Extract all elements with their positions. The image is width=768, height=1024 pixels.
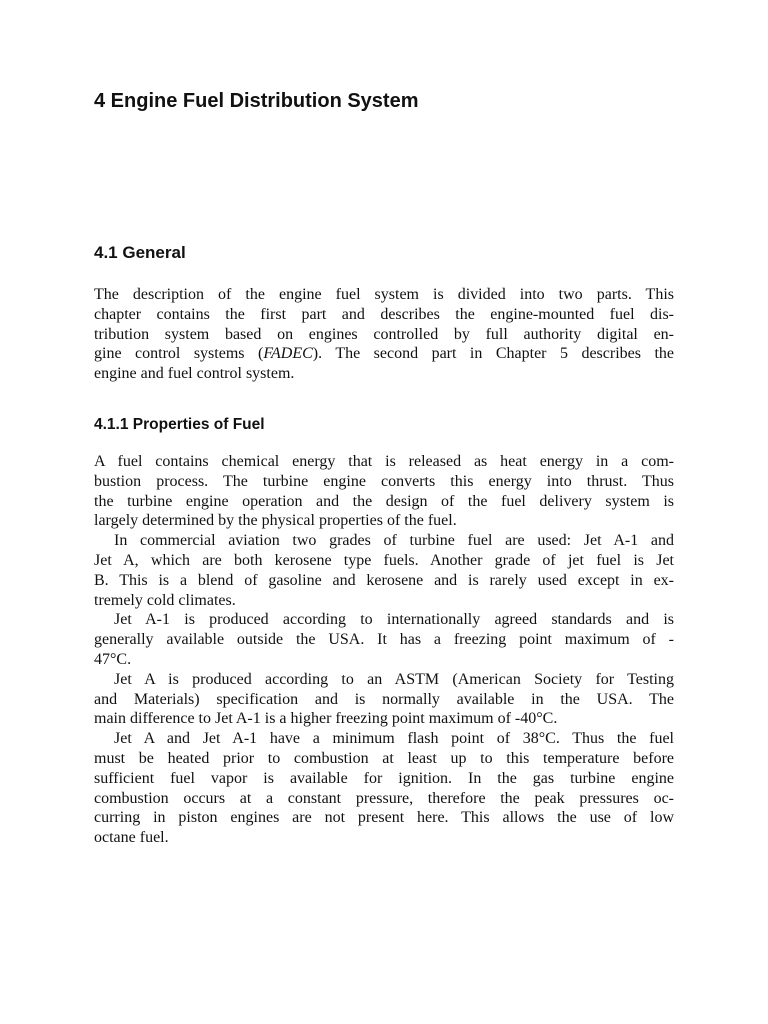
text-fragment: ). The second part in Chapter 5 describes the <box>312 345 675 363</box>
paragraph <box>94 670 674 729</box>
text-line: generally available outside the USA. It has a freezing point maximum of - <box>94 631 674 649</box>
paragraph <box>94 531 674 610</box>
text-line: B. This is a blend of gasoline and kerosene and is rarely used except in ex- <box>94 571 674 589</box>
paragraph <box>94 729 674 848</box>
text-line: sufficient fuel vapor is available for ignition. In the gas turbine engine <box>94 769 674 787</box>
text-line: tremely cold climates. <box>94 591 236 609</box>
text-line: largely determined by the physical properties of the fuel. <box>94 512 457 530</box>
text-line: and Materials) specification and is normally available in the USA. The <box>94 690 674 708</box>
text-line: Jet A is produced according to an ASTM (American Society for Testing <box>114 670 674 688</box>
text-line: In commercial aviation two grades of turbine fuel are used: Jet A-1 and <box>114 532 674 550</box>
text-line: main difference to Jet A-1 is a higher freezing point maximum of -40°C. <box>94 710 558 728</box>
text-line: tribution system based on engines controlled by full authority digital en- <box>94 325 674 343</box>
text-line: A fuel contains chemical energy that is released as heat energy in a com- <box>94 453 674 470</box>
text-line <box>94 344 674 364</box>
text-line: chapter contains the first part and describes the engine-mounted fuel dis- <box>94 305 674 323</box>
text-line: bustion process. The turbine engine converts this energy into thrust. Thus <box>94 472 674 490</box>
fadec-abbreviation: FADEC <box>263 345 313 363</box>
text-line: engine and fuel control system. <box>94 365 295 383</box>
chapter-title: 4 Engine Fuel Distribution System <box>94 90 419 112</box>
paragraph <box>94 452 674 531</box>
text-line: must be heated prior to combustion at least up to this temperature before <box>94 749 674 767</box>
section-title: 4.1 General <box>94 243 186 262</box>
text-line: The description of the engine fuel system is divided into two parts. This <box>94 286 674 303</box>
text-line: combustion occurs at a constant pressure, therefore the peak pressures oc- <box>94 789 674 807</box>
text-fragment: gine control systems ( <box>94 345 264 363</box>
subsection-title: 4.1.1 Properties of Fuel <box>94 416 265 433</box>
text-line: Jet A-1 is produced according to internationally agreed standards and is <box>114 611 674 629</box>
paragraph <box>94 610 674 669</box>
text-line: octane fuel. <box>94 829 169 847</box>
text-line: the turbine engine operation and the design of the fuel delivery system is <box>94 492 674 510</box>
text-line: Jet A, which are both kerosene type fuels. Another grade of jet fuel is Jet <box>94 551 674 569</box>
text-line: Jet A and Jet A-1 have a minimum flash point of 38°C. Thus the fuel <box>114 730 674 748</box>
general-paragraph <box>94 285 674 384</box>
text-line: 47°C. <box>94 650 132 668</box>
text-line: curring in piston engines are not present here. This allows the use of low <box>94 809 674 827</box>
fuel-properties-text <box>94 452 674 848</box>
